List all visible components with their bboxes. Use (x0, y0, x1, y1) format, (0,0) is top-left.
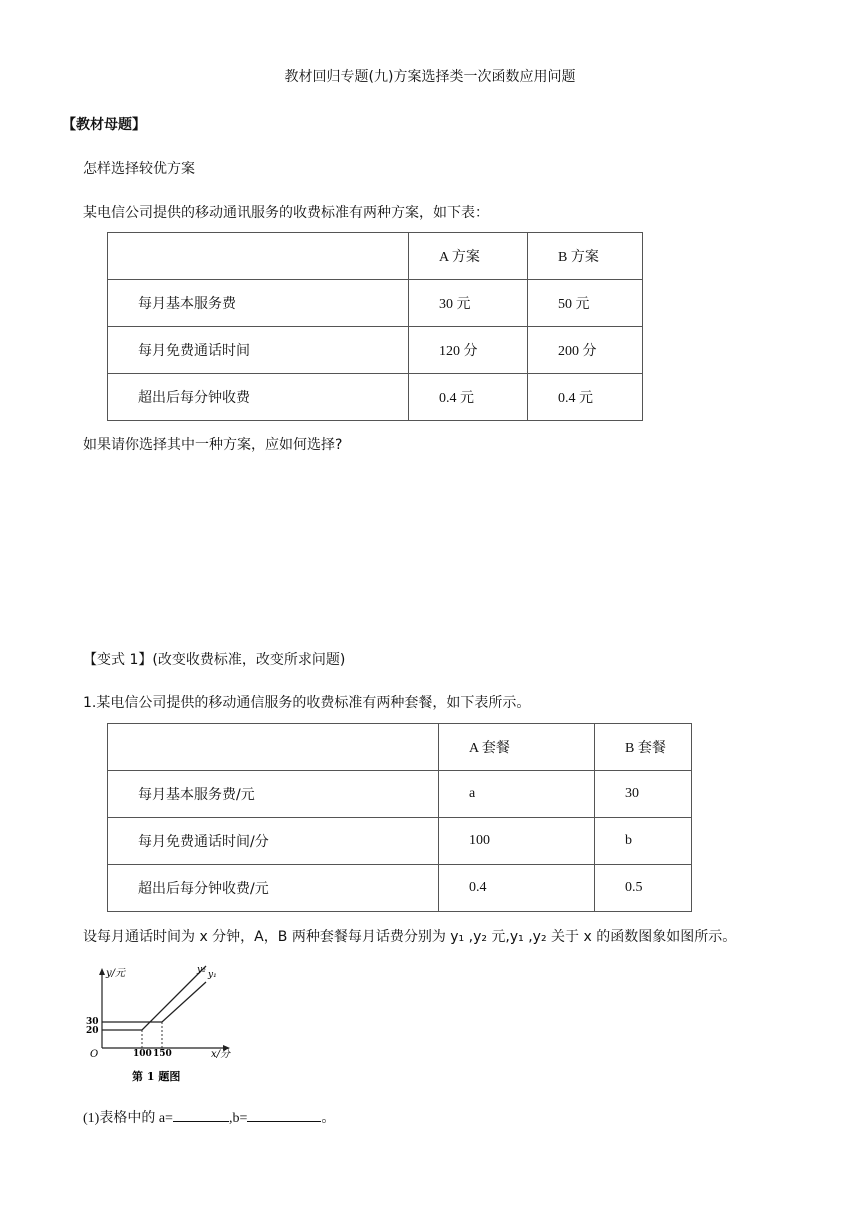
package-table (107, 723, 692, 912)
table-header-row (108, 724, 692, 771)
series-label-y2: y₂ (197, 965, 206, 975)
question-1-end: 。 (321, 1111, 336, 1126)
x-axis-label: x/分 (211, 1049, 231, 1060)
x-tick-label-150: 150 (153, 1049, 172, 1059)
table-cell: 100 (439, 818, 595, 865)
answer-blank-a[interactable] (173, 1107, 229, 1122)
table-header-cell: B 套餐 (595, 724, 692, 771)
table-row (108, 771, 692, 818)
problem-question: 如果请你选择其中一种方案，应如何选择? (83, 437, 343, 453)
table-cell: 120 分 (409, 327, 528, 374)
table-row (108, 865, 692, 912)
answer-blank-b[interactable] (247, 1107, 321, 1122)
variant-description: 设每月通话时间为 x 分钟，A，B 两种套餐每月话费分别为 y₁ ,y₂ 元,y₁ ,y₂ 关于 x 的函数图象如图所示。 (83, 929, 737, 945)
table-cell: 0.4 元 (528, 374, 643, 421)
problem-intro: 某电信公司提供的移动通讯服务的收费标准有两种方案，如下表： (83, 205, 489, 221)
series-line-y1 (102, 982, 206, 1022)
table-cell: 0.4 元 (409, 374, 528, 421)
table-row (108, 327, 643, 374)
figure-caption: 第 1 题图 (132, 1070, 181, 1083)
section-heading-textbook: 【教材母题】 (62, 117, 146, 133)
origin-label: O (90, 1049, 99, 1060)
table-cell: 200 分 (528, 327, 643, 374)
table-cell: a (439, 771, 595, 818)
question-1-text-a: (1)表格中的 a= (83, 1111, 173, 1126)
table-cell: 30 (595, 771, 692, 818)
series-label-y1: y₁ (208, 970, 217, 980)
table-cell: 每月基本服务费 (108, 280, 409, 327)
table-cell: 每月免费通话时间 (108, 327, 409, 374)
table-cell: 超出后每分钟收费 (108, 374, 409, 421)
section-subtitle: 怎样选择较优方案 (83, 161, 195, 177)
y-axis-label: y/元 (106, 968, 126, 979)
table-header-cell: A 方案 (409, 233, 528, 280)
graph-axes (99, 968, 230, 1051)
table-cell: 50 元 (528, 280, 643, 327)
y-tick-label-30: 30 (86, 1017, 99, 1027)
table-cell: 0.4 (439, 865, 595, 912)
table-row (108, 280, 643, 327)
table-cell: b (595, 818, 692, 865)
table-row (108, 374, 643, 421)
function-graph (80, 960, 250, 1085)
question-1 (83, 1107, 335, 1127)
y-axis-arrow (99, 968, 105, 975)
table-header-cell (108, 233, 409, 280)
question-1-text-b: ,b= (228, 1111, 248, 1126)
table-header-cell (108, 724, 439, 771)
table-header-cell: B 方案 (528, 233, 643, 280)
table-cell: 0.5 (595, 865, 692, 912)
y-tick-label-20: 20 (86, 1026, 99, 1036)
table-header-row (108, 233, 643, 280)
variant-intro: 1.某电信公司提供的移动通信服务的收费标准有两种套餐，如下表所示。 (83, 695, 531, 711)
table-cell: 每月基本服务费/元 (108, 771, 439, 818)
table-cell: 每月免费通话时间/分 (108, 818, 439, 865)
document-title: 教材回归专题(九)方案选择类一次函数应用问题 (284, 69, 576, 85)
x-tick-label-100: 100 (133, 1049, 152, 1059)
table-cell: 30 元 (409, 280, 528, 327)
table-cell: 超出后每分钟收费/元 (108, 865, 439, 912)
section-heading-variant: 【变式 1】(改变收费标准，改变所求问题) (83, 652, 346, 668)
table-header-cell: A 套餐 (439, 724, 595, 771)
table-row (108, 818, 692, 865)
plan-table (107, 232, 643, 421)
